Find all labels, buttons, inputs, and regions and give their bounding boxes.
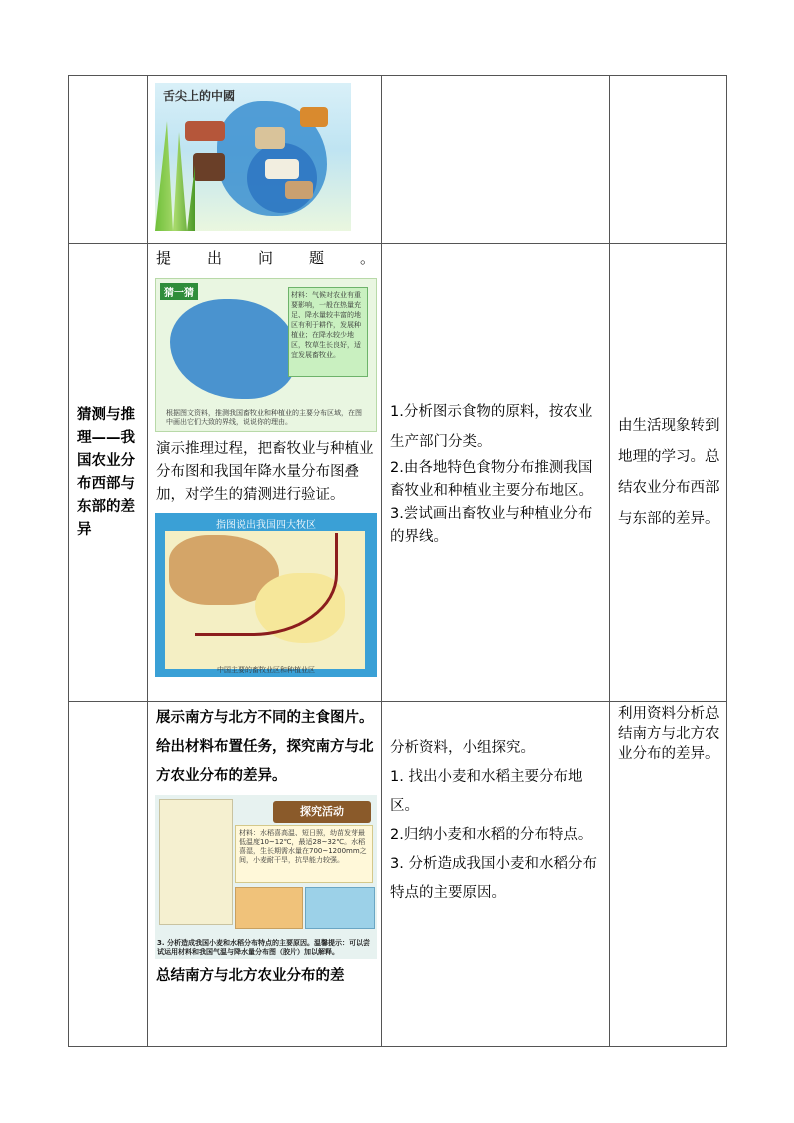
row3-col2 — [148, 702, 382, 1047]
section-title: 猜测与推理——我国农业分布西部与东部的差异 — [77, 406, 135, 538]
design-intent: 由生活现象转到地理的学习。总结农业分布西部与东部的差异。 — [618, 417, 720, 527]
task-list — [382, 397, 609, 549]
student-intro: 分析资料，小组探究。 — [390, 740, 535, 756]
guess-label: 猜一猜 — [160, 283, 198, 300]
distribution-map — [159, 799, 233, 925]
row1-col1 — [69, 76, 148, 244]
table-row — [69, 244, 727, 702]
image-caption: 3. 分析造成我国小麦和水稻分布特点的主要原因。温馨提示：可以尝试运用材料和我国气温与降水量分布图（胶片）加以解释。 — [157, 939, 370, 956]
food-photo — [255, 127, 285, 149]
intro-char: 。 — [359, 249, 375, 267]
design-intent: 利用资料分析总结南方与北方农业分布的差异。 — [618, 706, 720, 762]
table-row — [69, 702, 727, 1047]
list-item: 2.归纳小麦和水稻的分布特点。 — [390, 827, 593, 843]
image-caption: 根据图文资料，推测我国畜牧业和种植业的主要分布区域，在图中画出它们大致的界线，说说你的理由。 — [166, 409, 362, 426]
demo-text: 演示推理过程，把畜牧业与种植业分布图和我国年降水量分布图叠加，对学生的猜测进行验证。 — [156, 441, 374, 503]
china-map-shape — [170, 299, 296, 399]
task-list — [382, 763, 609, 908]
row1-col4 — [610, 76, 727, 244]
list-item: 1.分析图示食物的原料，按农业生产部门分类。 — [390, 403, 593, 450]
row2-col3 — [382, 244, 610, 702]
food-photo — [193, 153, 225, 181]
intro-char: 题 — [308, 249, 324, 267]
precipitation-map — [305, 887, 375, 929]
explore-badge: 探究活动 — [273, 801, 371, 823]
teacher-activity: 给出材料布置任务，探究南方与北方农业分布的差异。 — [156, 739, 374, 784]
intro-char: 问 — [257, 249, 273, 267]
list-item: 2.由各地特色食物分布推测我国畜牧业和种植业主要分布地区。 — [390, 459, 593, 499]
food-photo — [285, 181, 313, 199]
lesson-plan-table — [68, 75, 727, 1047]
food-photo — [265, 159, 299, 179]
intro-line — [148, 244, 381, 274]
temperature-map — [235, 887, 303, 929]
food-photo — [185, 121, 225, 141]
pasture-map-image — [155, 513, 377, 677]
row1-col3 — [382, 76, 610, 244]
teacher-activity: 总结南方与北方农业分布的差 — [156, 968, 345, 984]
food-photo — [300, 107, 328, 127]
food-map-image — [155, 83, 351, 231]
list-item: 3.尝试画出畜牧业与种植业分布的界线。 — [390, 505, 593, 545]
explore-image — [155, 795, 377, 959]
row2-col4 — [610, 244, 727, 702]
teacher-activity: 展示南方与北方不同的主食图片。 — [156, 710, 374, 726]
row3-col3 — [382, 702, 610, 1047]
material-note: 材料：水稻喜高温、短日照，幼苗发芽最低温度10~12℃，最适28~32℃。水稻喜湿，生长期需水量在700~1200mm之间，小麦耐干旱，抗旱能力较强。 — [235, 825, 373, 883]
guess-map-image — [155, 278, 377, 432]
row3-col4 — [610, 702, 727, 1047]
image-title: 舌尖上的中國 — [163, 89, 236, 103]
row1-col2 — [148, 76, 382, 244]
row2-col2 — [148, 244, 382, 702]
row3-col1 — [69, 702, 148, 1047]
list-item: 1. 找出小麦和水稻主要分布地区。 — [390, 769, 583, 814]
material-note: 材料：气候对农业有重要影响，一般在热量充足、降水量较丰富的地区有利于耕作，发展种植业；在降水较少地区，牧草生长良好，适宜发展畜牧业。 — [288, 287, 368, 377]
intro-char: 出 — [206, 249, 222, 267]
image-caption: 中国主要的畜牧业区和种植业区 — [217, 666, 315, 674]
row2-col1 — [69, 244, 148, 702]
intro-char: 提 — [156, 249, 172, 267]
image-title: 指图说出我国四大牧区 — [216, 520, 316, 531]
table-row — [69, 76, 727, 244]
list-item: 3. 分析造成我国小麦和水稻分布特点的主要原因。 — [390, 856, 597, 901]
